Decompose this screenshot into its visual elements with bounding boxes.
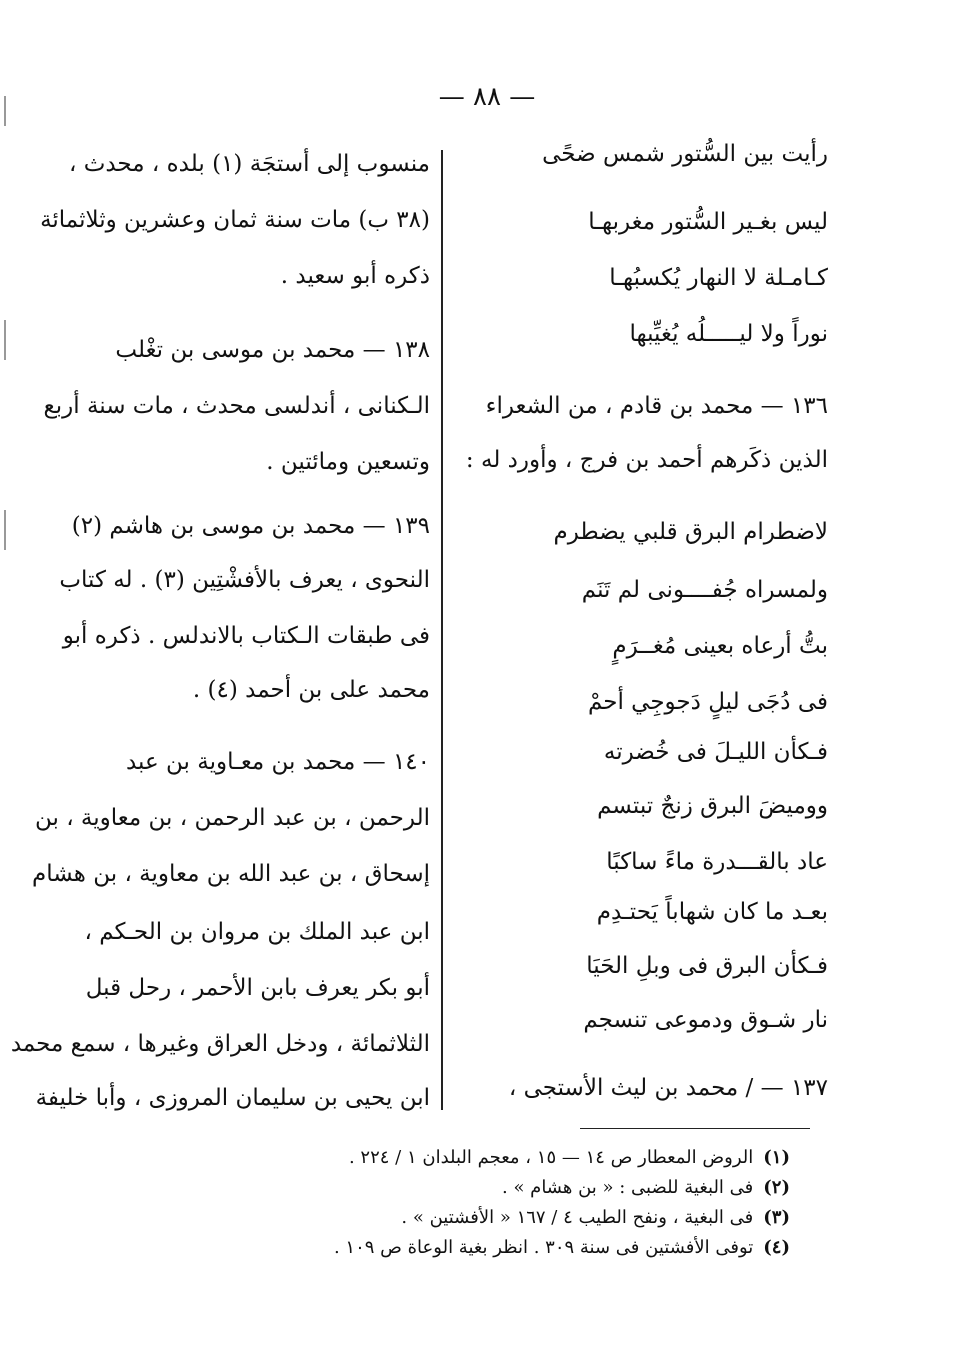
footnote-text: توفى الأفشتين فى سنة ٣٠٩ . انظر بغية الوعاة ص ١٠٩ . bbox=[333, 1237, 754, 1258]
text-line: ١٣٦ — محمد بن قادم ، من الشعراء bbox=[485, 393, 828, 419]
text-line: محمد على بن أحمد (٤) . bbox=[192, 677, 430, 703]
verse-line: بتُّ أرعاه بعينى مُغــرَمٍ bbox=[612, 633, 828, 659]
verse-line: بعـد ما كان شهاباً يَحتـدِم bbox=[596, 899, 828, 925]
text-line: الرحمن ، بن عبد الرحمن ، بن معاوية ، بن bbox=[34, 805, 430, 831]
footnote bbox=[150, 1143, 790, 1173]
scan-edge-mark bbox=[4, 320, 6, 360]
verse-line: ولمسراه جُفــــونى لم تَنَم bbox=[581, 577, 828, 603]
footnote bbox=[150, 1203, 790, 1233]
verse-line: كـامـلة لا النهار يُكسبُهـا bbox=[609, 265, 828, 291]
footnote-number: (١) bbox=[763, 1147, 790, 1168]
verse-line: نار شـوق ودموعى تنسجم bbox=[583, 1007, 828, 1033]
scan-edge-mark bbox=[4, 510, 6, 550]
text-line: النحوى ، يعرف بالأفشْتِين (٣) . له كتاب bbox=[59, 567, 430, 593]
text-line: ١٣٩ — محمد بن موسى بن هاشم (٢) bbox=[71, 513, 430, 539]
text-line: الـكنانى ، أندلسى محدث ، مات سنة أربع bbox=[43, 393, 430, 419]
text-line: ابن عبد الملك بن مروان بن الحـكم ، bbox=[84, 919, 430, 945]
footnote-text: فى البغية ، ونفح الطيب ٤ / ١٦٧ « الأفشتين » . bbox=[401, 1207, 754, 1228]
text-line: ١٣٧ — / محمد بن ليث الأستجى ، bbox=[508, 1075, 828, 1101]
footnote-separator bbox=[580, 1128, 810, 1129]
text-line: وتسعين ومائتين . bbox=[266, 449, 430, 475]
footnote-number: (٢) bbox=[763, 1177, 790, 1198]
footnote-number: (٤) bbox=[763, 1237, 790, 1258]
footnote bbox=[150, 1233, 790, 1263]
verse-line: رأيت بين السُّتور شمس ضحًى bbox=[542, 141, 828, 167]
text-line: ١٣٨ — محمد بن موسى بن تغْلب bbox=[115, 337, 430, 363]
footnotes bbox=[150, 1143, 790, 1263]
footnote bbox=[150, 1173, 790, 1203]
verse-line: فـكأن الليـلَ فى خُضرته bbox=[603, 739, 828, 765]
text-line: الثلاثمائة ، ودخل العراق وغيرها ، سمع محمد bbox=[10, 1031, 430, 1057]
verse-line: عاد بالقـــدرة ماءً ساكبًا bbox=[606, 849, 828, 875]
footnote-text: فى البغية للضبى : « بن هشام » . bbox=[502, 1177, 754, 1198]
text-line: ١٤٠ — محمد بن معـاوية بن عبد bbox=[125, 749, 430, 775]
text-line: الذين ذكَرهم أحمد بن فرج ، وأورد له : bbox=[465, 447, 828, 473]
verse-line: ليس بغـير السُّتور مغربهـا bbox=[588, 209, 828, 235]
text-line: أبو بكر يعرف بابن الأحمر ، رحل قبل bbox=[85, 975, 430, 1001]
text-line: ذكره أبو سعيد . bbox=[280, 263, 430, 289]
footnote-number: (٣) bbox=[763, 1207, 790, 1228]
text-line: منسوب إلى أستجَة (١) بلده ، محدث ، bbox=[68, 151, 430, 177]
text-line: ابن يحيى بن سليمان المروزى ، وأبا خليفة bbox=[35, 1085, 430, 1111]
column-divider bbox=[441, 150, 443, 1110]
text-line: (٣٨ ب) مات سنة ثمان وعشرين وثلاثمائة bbox=[40, 207, 430, 233]
verse-line: فى دُجَى ليلٍ دَجوجِي أحمْ bbox=[587, 689, 828, 715]
footnote-text: الروض المعطار ص ١٤ — ١٥ ، معجم البلدان ١ / ٢٢٤ . bbox=[348, 1147, 754, 1168]
verse-line: فـكأن البرق فى وبلِ الحَيَا bbox=[586, 953, 828, 979]
verse-line: نوراً ولا ليـــــلُه يُغيِّبها bbox=[629, 321, 828, 347]
verse-line: لاضطرام البرق قلبي يضطرم bbox=[553, 519, 828, 545]
text-line: إسحاق ، بن عبد الله بن معاوية ، بن هشام bbox=[32, 861, 430, 887]
text-line: فى طبقات الـكتاب بالاندلس . ذكره أبو bbox=[62, 623, 430, 649]
verse-line: ووميضَ البرق زنجٌ تبتسم bbox=[597, 793, 828, 819]
page-number: — ٨٨ — bbox=[438, 82, 536, 112]
